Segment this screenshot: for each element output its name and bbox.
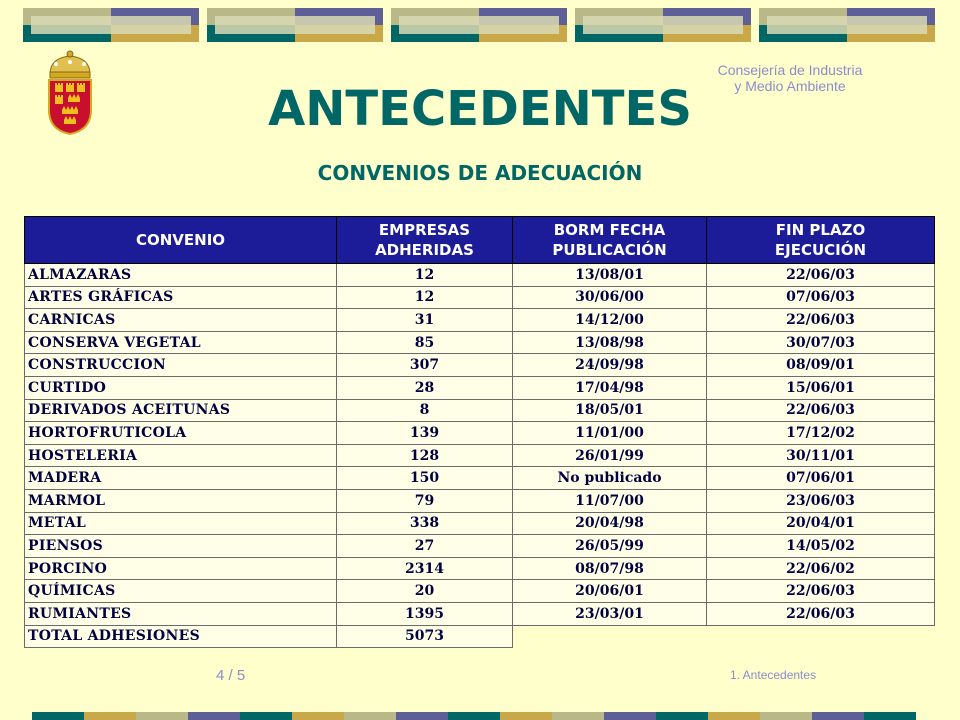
- cell-agreement: HORTOFRUTICOLA: [25, 422, 337, 445]
- ministry-line-2: y Medio Ambiente: [734, 78, 846, 94]
- cell-deadline: 07/06/03: [707, 286, 935, 309]
- ministry-name: [690, 62, 890, 94]
- cell-publication-date: 13/08/01: [513, 264, 707, 287]
- band-segment: [604, 712, 656, 720]
- cell-companies: 8: [337, 399, 513, 422]
- header-line: EMPRESAS: [378, 221, 471, 239]
- cell-deadline: 07/06/01: [707, 467, 935, 490]
- cell-publication-date: 18/05/01: [513, 399, 707, 422]
- table-row: [25, 331, 935, 354]
- cell-companies: 307: [337, 354, 513, 377]
- cell-deadline: 20/04/01: [707, 512, 935, 535]
- band-segment: [84, 712, 136, 720]
- page-title: ANTECEDENTES: [268, 81, 692, 137]
- table-row: [25, 264, 935, 287]
- band-segment: [864, 712, 916, 720]
- table-row: [25, 422, 935, 445]
- table-row: [25, 309, 935, 332]
- cell-publication-date: 30/06/00: [513, 286, 707, 309]
- cell-agreement: DERIVADOS ACEITUNAS: [25, 399, 337, 422]
- top-decorative-band: [23, 8, 943, 42]
- cell-companies: 2314: [337, 557, 513, 580]
- band-segment: [396, 712, 448, 720]
- cell-agreement: PIENSOS: [25, 535, 337, 558]
- total-empty-cell: [513, 625, 935, 648]
- header-agreement: [25, 217, 337, 264]
- coat-of-arms-icon: [44, 48, 96, 138]
- cell-publication-date: 14/12/00: [513, 309, 707, 332]
- table-row: [25, 399, 935, 422]
- table-row: [25, 286, 935, 309]
- cell-publication-date: 24/09/98: [513, 354, 707, 377]
- band-segment: [500, 712, 552, 720]
- cell-publication-date: 23/03/01: [513, 602, 707, 625]
- cell-companies: 139: [337, 422, 513, 445]
- band-segment: [552, 712, 604, 720]
- total-value: 5073: [337, 625, 513, 648]
- cell-companies: 338: [337, 512, 513, 535]
- page-subtitle: CONVENIOS DE ADECUACIÓN: [317, 161, 643, 185]
- cell-agreement: CARNICAS: [25, 309, 337, 332]
- table-row: [25, 580, 935, 603]
- cell-agreement: RUMIANTES: [25, 602, 337, 625]
- bottom-decorative-band: [32, 712, 932, 720]
- cell-agreement: ALMAZARAS: [25, 264, 337, 287]
- cell-deadline: 15/06/01: [707, 376, 935, 399]
- header-line: CONVENIO: [135, 231, 226, 249]
- band-segment: [344, 712, 396, 720]
- cell-deadline: 22/06/02: [707, 557, 935, 580]
- table-row: [25, 376, 935, 399]
- header-line: ADHERIDAS: [375, 241, 474, 259]
- cell-publication-date: 26/05/99: [513, 535, 707, 558]
- cell-companies: 1395: [337, 602, 513, 625]
- ministry-line-1: Consejería de Industria: [717, 62, 863, 78]
- band-block: [391, 8, 567, 42]
- cell-agreement: CONSTRUCCION: [25, 354, 337, 377]
- cell-deadline: 22/06/03: [707, 264, 935, 287]
- table-row: [25, 602, 935, 625]
- cell-publication-date: No publicado: [513, 467, 707, 490]
- cell-agreement: MARMOL: [25, 489, 337, 512]
- cell-deadline: 22/06/03: [707, 580, 935, 603]
- cell-publication-date: 08/07/98: [513, 557, 707, 580]
- total-label: TOTAL ADHESIONES: [25, 625, 337, 648]
- header-line: FIN PLAZO: [775, 221, 866, 239]
- cell-agreement: HOSTELERIA: [25, 444, 337, 467]
- agreements-table: [24, 216, 935, 648]
- band-block: [759, 8, 935, 42]
- table-row: [25, 535, 935, 558]
- cell-agreement: MADERA: [25, 467, 337, 490]
- header-deadline: [707, 217, 935, 264]
- band-segment: [708, 712, 760, 720]
- cell-deadline: 14/05/02: [707, 535, 935, 558]
- cell-deadline: 08/09/01: [707, 354, 935, 377]
- cell-companies: 150: [337, 467, 513, 490]
- cell-deadline: 30/07/03: [707, 331, 935, 354]
- cell-publication-date: 26/01/99: [513, 444, 707, 467]
- cell-agreement: METAL: [25, 512, 337, 535]
- cell-agreement: PORCINO: [25, 557, 337, 580]
- band-segment: [292, 712, 344, 720]
- cell-companies: 27: [337, 535, 513, 558]
- band-segment: [448, 712, 500, 720]
- cell-publication-date: 20/04/98: [513, 512, 707, 535]
- cell-deadline: 23/06/03: [707, 489, 935, 512]
- band-block: [23, 8, 199, 42]
- header-publication-date: [513, 217, 707, 264]
- cell-companies: 85: [337, 331, 513, 354]
- band-block: [207, 8, 383, 42]
- table-row: [25, 512, 935, 535]
- cell-companies: 28: [337, 376, 513, 399]
- page-number: 4 / 5: [216, 667, 246, 684]
- header-line: EJECUCIÓN: [774, 241, 867, 259]
- section-label: 1. Antecedentes: [730, 668, 817, 682]
- table-header-row: [25, 217, 935, 264]
- cell-companies: 79: [337, 489, 513, 512]
- table-row: [25, 354, 935, 377]
- cell-companies: 128: [337, 444, 513, 467]
- cell-agreement: QUÍMICAS: [25, 580, 337, 603]
- band-segment: [656, 712, 708, 720]
- table-row: [25, 557, 935, 580]
- table-row: [25, 489, 935, 512]
- cell-deadline: 22/06/03: [707, 309, 935, 332]
- cell-publication-date: 11/07/00: [513, 489, 707, 512]
- cell-publication-date: 11/01/00: [513, 422, 707, 445]
- cell-companies: 20: [337, 580, 513, 603]
- table-row: [25, 467, 935, 490]
- cell-deadline: 22/06/03: [707, 602, 935, 625]
- header-line: BORM FECHA: [553, 221, 666, 239]
- band-segment: [760, 712, 812, 720]
- table-total-row: [25, 625, 935, 648]
- cell-companies: 31: [337, 309, 513, 332]
- cell-publication-date: 13/08/98: [513, 331, 707, 354]
- band-segment: [188, 712, 240, 720]
- cell-deadline: 17/12/02: [707, 422, 935, 445]
- cell-companies: 12: [337, 286, 513, 309]
- cell-deadline: 30/11/01: [707, 444, 935, 467]
- table-row: [25, 444, 935, 467]
- band-segment: [240, 712, 292, 720]
- cell-publication-date: 17/04/98: [513, 376, 707, 399]
- cell-publication-date: 20/06/01: [513, 580, 707, 603]
- cell-deadline: 22/06/03: [707, 399, 935, 422]
- band-segment: [136, 712, 188, 720]
- band-segment: [32, 712, 84, 720]
- header-companies: [337, 217, 513, 264]
- cell-companies: 12: [337, 264, 513, 287]
- table-body: [25, 264, 935, 648]
- band-block: [575, 8, 751, 42]
- cell-agreement: ARTES GRÁFICAS: [25, 286, 337, 309]
- header-line: PUBLICACIÓN: [552, 241, 667, 259]
- band-segment: [812, 712, 864, 720]
- cell-agreement: CONSERVA VEGETAL: [25, 331, 337, 354]
- cell-agreement: CURTIDO: [25, 376, 337, 399]
